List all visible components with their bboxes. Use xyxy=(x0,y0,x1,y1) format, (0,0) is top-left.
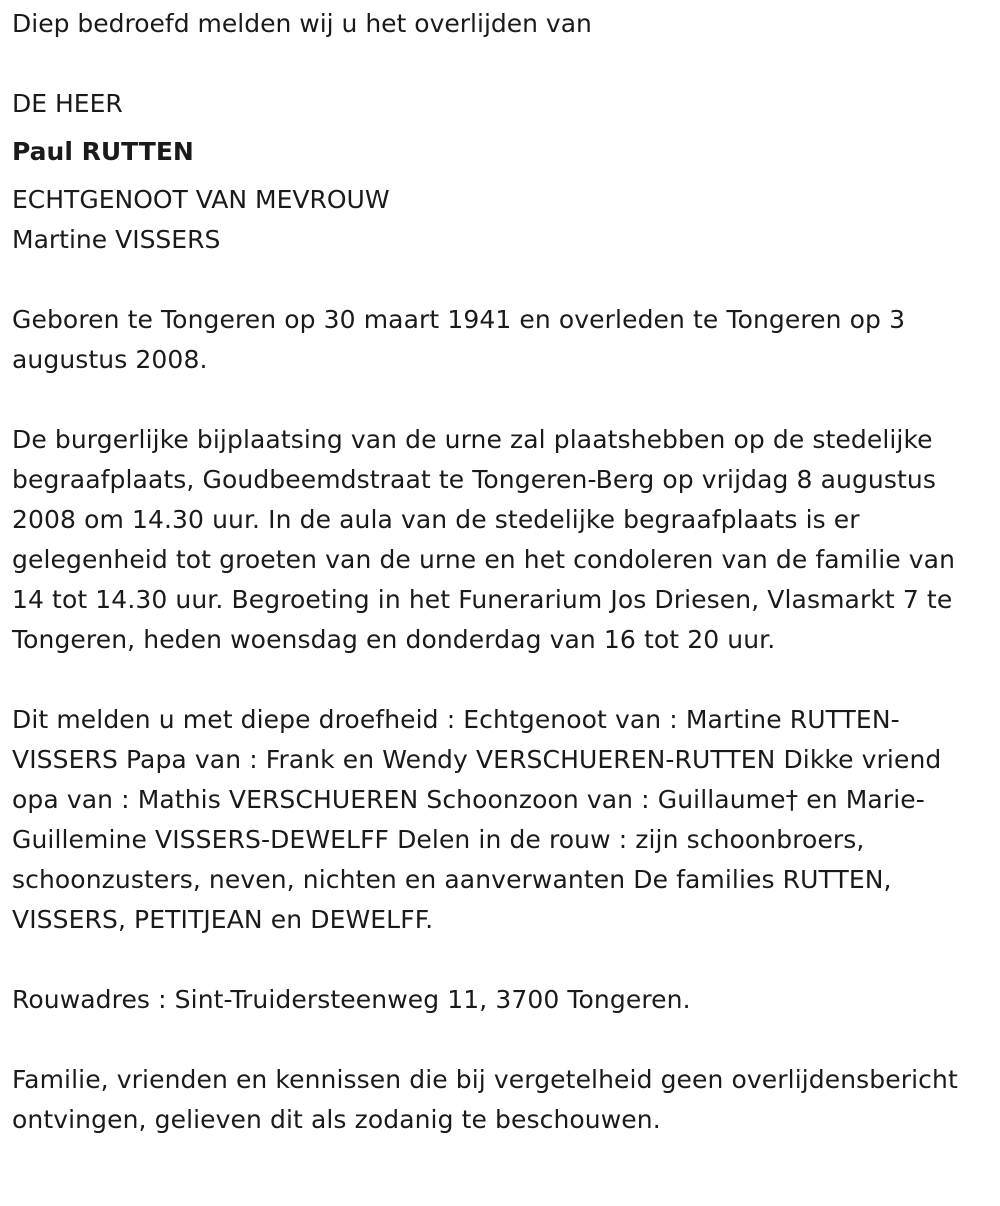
spouse-name: Martine VISSERS xyxy=(12,225,221,254)
family-text-part2: en Marie-Guillemine VISSERS-DEWELFF Delen in de rouw : zijn schoonbroers, schoonzusters, neven, nichten en aanverwanten De families RUTTEN, VISSERS, PETITJEAN en DEWELFF. xyxy=(12,785,925,934)
family-text-part1: Dit melden u met diepe droefheid : Echtgenoot van : Martine RUTTEN-VISSERS Papa van : Frank en Wendy VERSCHUEREN-RUTTEN Dikke vriend opa van : Mathis VERSCHUEREN Schoonzoon van : Guillaume xyxy=(12,705,942,814)
spacer xyxy=(12,1020,988,1060)
cross-icon: † xyxy=(785,785,799,814)
birth-death-paragraph: Geboren te Tongeren op 30 maart 1941 en overleden te Tongeren op 3 augustus 2008. xyxy=(12,305,906,374)
family-paragraph xyxy=(12,700,988,940)
closing-paragraph: Familie, vrienden en kennissen die bij vergetelheid geen overlijdensbericht ontvingen, gelieven dit als zodanig te beschouwen. xyxy=(12,1065,958,1134)
spacer xyxy=(12,260,988,300)
intro-text: Diep bedroefd melden wij u het overlijden van xyxy=(12,9,592,38)
spacer xyxy=(12,44,988,84)
spacer xyxy=(12,940,988,980)
ceremony-paragraph: De burgerlijke bijplaatsing van de urne zal plaatshebben op de stedelijke begraafplaats, Goudbeemdstraat te Tongeren-Berg op vrijdag 8 augustus 2008 om 14.30 uur. In de aula van de stedelijke begraafplaats is er gelegenheid tot groeten van de urne en het condoleren van de familie van 14 tot 14.30 uur. Begroeting in het Funerarium Jos Driesen, Vlasmarkt 7 te Tongeren, heden woensdag en donderdag van 16 tot 20 uur. xyxy=(12,425,956,654)
address-paragraph: Rouwadres : Sint-Truidersteenweg 11, 3700 Tongeren. xyxy=(12,985,691,1014)
spouse-line: ECHTGENOOT VAN MEVROUW xyxy=(12,185,390,214)
spacer xyxy=(12,660,988,700)
deceased-name: Paul RUTTEN xyxy=(12,137,194,166)
title-line: DE HEER xyxy=(12,89,123,118)
spacer xyxy=(12,380,988,420)
